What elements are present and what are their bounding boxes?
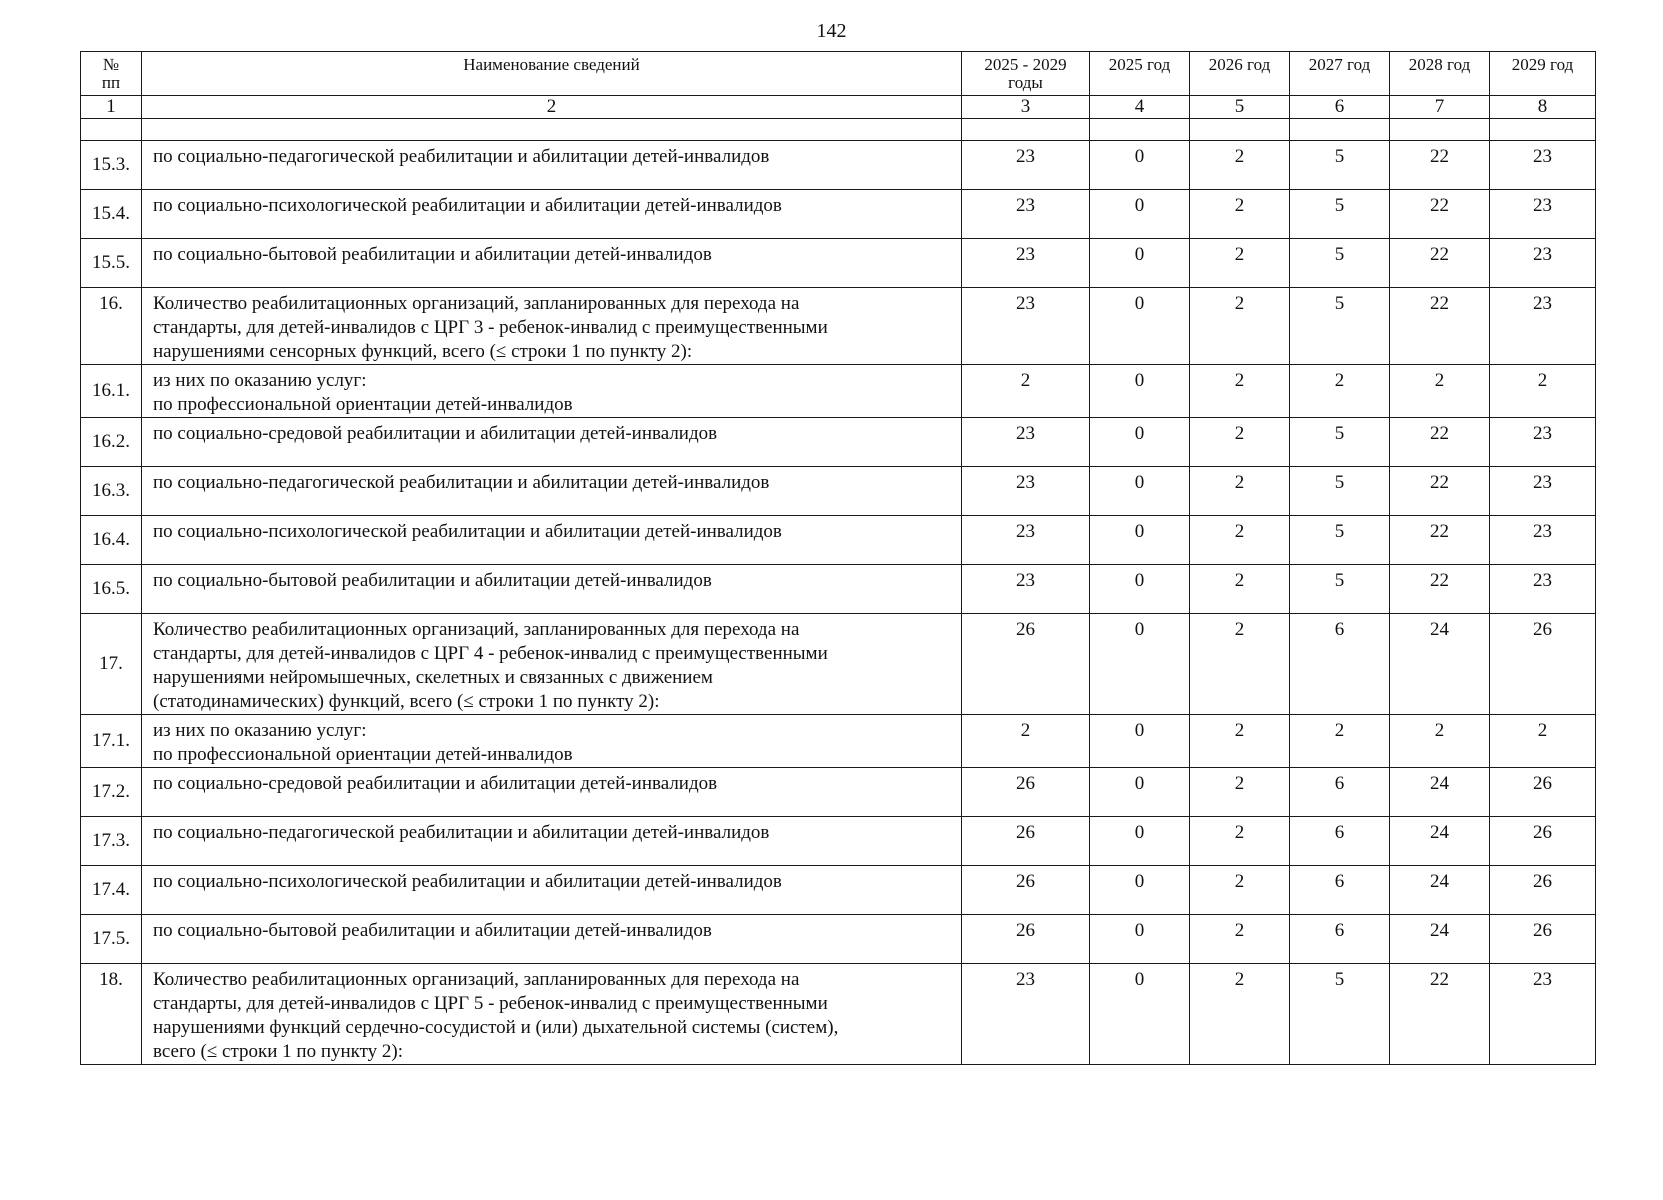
row-name bbox=[142, 516, 962, 565]
table-row bbox=[81, 190, 1596, 239]
value-2025: 0 bbox=[1090, 418, 1190, 467]
header-year-2026: 2026 год bbox=[1190, 52, 1290, 96]
value-2028: 24 bbox=[1390, 817, 1490, 866]
table-row bbox=[81, 715, 1596, 768]
table-row bbox=[81, 817, 1596, 866]
value-2025-2029: 26 bbox=[962, 817, 1090, 866]
value-2028: 24 bbox=[1390, 915, 1490, 964]
value-2029: 2 bbox=[1490, 715, 1596, 768]
row-number: 15.3. bbox=[81, 141, 142, 190]
value-2026: 2 bbox=[1190, 768, 1290, 817]
value-2029: 26 bbox=[1490, 768, 1596, 817]
row-name-line: по социально-средовой реабилитации и абилитации детей-инвалидов bbox=[153, 423, 718, 444]
row-name-line: из них по оказанию услуг: bbox=[153, 370, 367, 391]
value-2026: 2 bbox=[1190, 516, 1290, 565]
row-name bbox=[142, 190, 962, 239]
value-2029: 2 bbox=[1490, 365, 1596, 418]
table-row bbox=[81, 614, 1596, 715]
page-number: 142 bbox=[816, 20, 847, 42]
value-2025: 0 bbox=[1090, 715, 1190, 768]
row-name-line: нарушениями сенсорных функций, всего (≤ строки 1 по пункту 2): bbox=[153, 341, 693, 362]
index-cell: 4 bbox=[1090, 96, 1190, 119]
value-2025-2029: 23 bbox=[962, 190, 1090, 239]
value-2029: 23 bbox=[1490, 418, 1596, 467]
value-2028: 22 bbox=[1390, 418, 1490, 467]
value-2028: 24 bbox=[1390, 614, 1490, 715]
row-name bbox=[142, 614, 962, 715]
value-2025: 0 bbox=[1090, 141, 1190, 190]
value-2025: 0 bbox=[1090, 866, 1190, 915]
row-number: 16. bbox=[81, 288, 142, 365]
value-2029: 23 bbox=[1490, 288, 1596, 365]
value-2025-2029: 23 bbox=[962, 141, 1090, 190]
value-2026: 2 bbox=[1190, 915, 1290, 964]
table-row bbox=[81, 768, 1596, 817]
value-2027: 6 bbox=[1290, 915, 1390, 964]
row-number: 17.1. bbox=[81, 715, 142, 768]
value-2025: 0 bbox=[1090, 190, 1190, 239]
row-name-line: по профессиональной ориентации детей-инвалидов bbox=[153, 744, 573, 765]
row-name bbox=[142, 141, 962, 190]
value-2029: 26 bbox=[1490, 866, 1596, 915]
value-2025: 0 bbox=[1090, 915, 1190, 964]
header-year-2027: 2027 год bbox=[1290, 52, 1390, 96]
row-name bbox=[142, 365, 962, 418]
table-row bbox=[81, 516, 1596, 565]
index-cell: 3 bbox=[962, 96, 1090, 119]
value-2026: 2 bbox=[1190, 190, 1290, 239]
value-2029: 26 bbox=[1490, 817, 1596, 866]
value-2025: 0 bbox=[1090, 964, 1190, 1065]
row-number: 17.5. bbox=[81, 915, 142, 964]
row-number: 17.2. bbox=[81, 768, 142, 817]
value-2029: 23 bbox=[1490, 516, 1596, 565]
value-2028: 24 bbox=[1390, 866, 1490, 915]
spacer-row bbox=[81, 119, 1596, 141]
value-2028: 22 bbox=[1390, 565, 1490, 614]
row-name bbox=[142, 915, 962, 964]
row-name bbox=[142, 866, 962, 915]
value-2029: 26 bbox=[1490, 915, 1596, 964]
row-name-line: Количество реабилитационных организаций, запланированных для перехода на bbox=[153, 969, 800, 990]
value-2027: 5 bbox=[1290, 190, 1390, 239]
value-2025: 0 bbox=[1090, 614, 1190, 715]
row-number: 17.4. bbox=[81, 866, 142, 915]
header-number: № пп bbox=[81, 52, 142, 96]
header-year-2028: 2028 год bbox=[1390, 52, 1490, 96]
row-name-line: по социально-психологической реабилитации и абилитации детей-инвалидов bbox=[153, 521, 782, 542]
value-2025: 0 bbox=[1090, 288, 1190, 365]
row-name-line: стандарты, для детей-инвалидов с ЦРГ 3 - ребенок-инвалид с преимущественными bbox=[153, 317, 828, 338]
row-name-line: по социально-психологической реабилитации и абилитации детей-инвалидов bbox=[153, 195, 782, 216]
value-2025-2029: 23 bbox=[962, 516, 1090, 565]
value-2025: 0 bbox=[1090, 817, 1190, 866]
value-2025-2029: 26 bbox=[962, 915, 1090, 964]
table-row bbox=[81, 418, 1596, 467]
value-2029: 26 bbox=[1490, 614, 1596, 715]
row-name-line: нарушениями нейромышечных, скелетных и связанных с движением bbox=[153, 667, 713, 688]
table-row bbox=[81, 565, 1596, 614]
value-2026: 2 bbox=[1190, 239, 1290, 288]
row-name-line: по социально-бытовой реабилитации и абилитации детей-инвалидов bbox=[153, 244, 712, 265]
value-2027: 6 bbox=[1290, 614, 1390, 715]
header-period: 2025 - 2029 годы bbox=[962, 52, 1090, 96]
value-2026: 2 bbox=[1190, 964, 1290, 1065]
row-number: 18. bbox=[81, 964, 142, 1065]
row-name-line: по социально-психологической реабилитации и абилитации детей-инвалидов bbox=[153, 871, 782, 892]
header-year-2029: 2029 год bbox=[1490, 52, 1596, 96]
row-name-line: (статодинамических) функций, всего (≤ строки 1 по пункту 2): bbox=[153, 691, 660, 712]
value-2025: 0 bbox=[1090, 768, 1190, 817]
value-2027: 6 bbox=[1290, 866, 1390, 915]
value-2026: 2 bbox=[1190, 715, 1290, 768]
value-2027: 2 bbox=[1290, 365, 1390, 418]
value-2025: 0 bbox=[1090, 467, 1190, 516]
table-row bbox=[81, 915, 1596, 964]
row-name bbox=[142, 418, 962, 467]
row-name-line: по социально-бытовой реабилитации и абилитации детей-инвалидов bbox=[153, 920, 712, 941]
value-2028: 24 bbox=[1390, 768, 1490, 817]
row-name-line: по социально-средовой реабилитации и абилитации детей-инвалидов bbox=[153, 773, 718, 794]
value-2025: 0 bbox=[1090, 239, 1190, 288]
row-name-line: по социально-педагогической реабилитации и абилитации детей-инвалидов bbox=[153, 472, 770, 493]
value-2026: 2 bbox=[1190, 141, 1290, 190]
value-2026: 2 bbox=[1190, 365, 1290, 418]
value-2026: 2 bbox=[1190, 418, 1290, 467]
value-2026: 2 bbox=[1190, 565, 1290, 614]
table-row bbox=[81, 866, 1596, 915]
value-2027: 6 bbox=[1290, 817, 1390, 866]
row-name-line: по профессиональной ориентации детей-инвалидов bbox=[153, 394, 573, 415]
value-2025-2029: 23 bbox=[962, 467, 1090, 516]
value-2029: 23 bbox=[1490, 565, 1596, 614]
row-name-line: по социально-бытовой реабилитации и абилитации детей-инвалидов bbox=[153, 570, 712, 591]
value-2027: 5 bbox=[1290, 141, 1390, 190]
index-cell: 1 bbox=[81, 96, 142, 119]
row-name bbox=[142, 239, 962, 288]
value-2028: 2 bbox=[1390, 365, 1490, 418]
table-row bbox=[81, 141, 1596, 190]
table-row bbox=[81, 239, 1596, 288]
value-2025-2029: 23 bbox=[962, 418, 1090, 467]
table-row bbox=[81, 964, 1596, 1065]
header-row bbox=[81, 52, 1596, 96]
index-row bbox=[81, 96, 1596, 119]
value-2025-2029: 26 bbox=[962, 768, 1090, 817]
header-name: Наименование сведений bbox=[142, 52, 962, 96]
value-2026: 2 bbox=[1190, 866, 1290, 915]
row-name-line: стандарты, для детей-инвалидов с ЦРГ 5 - ребенок-инвалид с преимущественными bbox=[153, 993, 828, 1014]
row-name bbox=[142, 768, 962, 817]
row-name bbox=[142, 817, 962, 866]
index-cell: 6 bbox=[1290, 96, 1390, 119]
header-year-2025: 2025 год bbox=[1090, 52, 1190, 96]
row-number: 17.3. bbox=[81, 817, 142, 866]
row-name bbox=[142, 715, 962, 768]
row-name-line: из них по оказанию услуг: bbox=[153, 720, 367, 741]
row-number: 16.4. bbox=[81, 516, 142, 565]
row-number: 15.4. bbox=[81, 190, 142, 239]
value-2025-2029: 2 bbox=[962, 715, 1090, 768]
row-number: 17. bbox=[81, 614, 142, 715]
value-2025-2029: 23 bbox=[962, 239, 1090, 288]
table-body bbox=[81, 119, 1596, 1065]
value-2029: 23 bbox=[1490, 190, 1596, 239]
value-2027: 5 bbox=[1290, 239, 1390, 288]
row-number: 15.5. bbox=[81, 239, 142, 288]
value-2026: 2 bbox=[1190, 467, 1290, 516]
table-row bbox=[81, 288, 1596, 365]
row-name bbox=[142, 288, 962, 365]
value-2025-2029: 23 bbox=[962, 288, 1090, 365]
value-2028: 22 bbox=[1390, 964, 1490, 1065]
value-2029: 23 bbox=[1490, 141, 1596, 190]
value-2027: 6 bbox=[1290, 768, 1390, 817]
value-2027: 5 bbox=[1290, 565, 1390, 614]
value-2029: 23 bbox=[1490, 964, 1596, 1065]
row-name-line: Количество реабилитационных организаций, запланированных для перехода на bbox=[153, 293, 800, 314]
value-2027: 5 bbox=[1290, 467, 1390, 516]
value-2026: 2 bbox=[1190, 288, 1290, 365]
row-number: 16.3. bbox=[81, 467, 142, 516]
row-name-line: по социально-педагогической реабилитации и абилитации детей-инвалидов bbox=[153, 146, 770, 167]
row-name-line: всего (≤ строки 1 по пункту 2): bbox=[153, 1041, 404, 1062]
value-2025: 0 bbox=[1090, 516, 1190, 565]
value-2025-2029: 23 bbox=[962, 565, 1090, 614]
row-name bbox=[142, 964, 962, 1065]
data-table bbox=[80, 51, 1596, 1065]
row-number: 16.1. bbox=[81, 365, 142, 418]
index-cell: 2 bbox=[142, 96, 962, 119]
value-2027: 2 bbox=[1290, 715, 1390, 768]
value-2028: 22 bbox=[1390, 239, 1490, 288]
value-2027: 5 bbox=[1290, 288, 1390, 365]
value-2027: 5 bbox=[1290, 418, 1390, 467]
value-2027: 5 bbox=[1290, 964, 1390, 1065]
value-2025: 0 bbox=[1090, 565, 1190, 614]
value-2028: 22 bbox=[1390, 141, 1490, 190]
value-2029: 23 bbox=[1490, 239, 1596, 288]
row-name-line: Количество реабилитационных организаций, запланированных для перехода на bbox=[153, 619, 800, 640]
value-2029: 23 bbox=[1490, 467, 1596, 516]
row-name bbox=[142, 467, 962, 516]
value-2025: 0 bbox=[1090, 365, 1190, 418]
table-row bbox=[81, 365, 1596, 418]
index-cell: 7 bbox=[1390, 96, 1490, 119]
value-2028: 2 bbox=[1390, 715, 1490, 768]
index-cell: 5 bbox=[1190, 96, 1290, 119]
value-2025-2029: 26 bbox=[962, 614, 1090, 715]
value-2028: 22 bbox=[1390, 467, 1490, 516]
value-2025-2029: 26 bbox=[962, 866, 1090, 915]
value-2026: 2 bbox=[1190, 817, 1290, 866]
index-cell: 8 bbox=[1490, 96, 1596, 119]
row-name-line: по социально-педагогической реабилитации и абилитации детей-инвалидов bbox=[153, 822, 770, 843]
value-2028: 22 bbox=[1390, 516, 1490, 565]
row-name bbox=[142, 565, 962, 614]
row-name-line: стандарты, для детей-инвалидов с ЦРГ 4 - ребенок-инвалид с преимущественными bbox=[153, 643, 828, 664]
value-2025-2029: 23 bbox=[962, 964, 1090, 1065]
table-row bbox=[81, 467, 1596, 516]
value-2025-2029: 2 bbox=[962, 365, 1090, 418]
value-2028: 22 bbox=[1390, 288, 1490, 365]
row-number: 16.2. bbox=[81, 418, 142, 467]
row-name-line: нарушениями функций сердечно-сосудистой и (или) дыхательной системы (систем), bbox=[153, 1017, 839, 1038]
row-number: 16.5. bbox=[81, 565, 142, 614]
value-2027: 5 bbox=[1290, 516, 1390, 565]
value-2028: 22 bbox=[1390, 190, 1490, 239]
value-2026: 2 bbox=[1190, 614, 1290, 715]
